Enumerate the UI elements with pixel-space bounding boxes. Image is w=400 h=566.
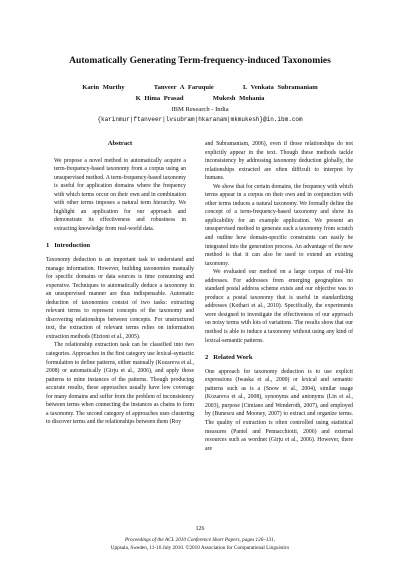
page-number: 126 xyxy=(195,526,205,532)
abstract-block xyxy=(54,157,186,234)
abstract-text: We propose a novel method to automatically acquire a term-frequency-based taxonomy from a corpus using an unsupervised method. A term-frequency-based taxonomy is useful for application domains where the frequency with which terms occur on their own and in combination with other terms imposes a natural term hierarchy. We highlight an application for our approach and demonstrate its effectiveness and robustness in extracting knowledge from real-world data. xyxy=(54,157,186,232)
author-line-1: Karin Murthy Tanveer A Faruquie L Venkata Subramaniam xyxy=(82,84,318,91)
section-heading-related-work: 2 Related Work xyxy=(205,354,253,362)
venue-footer: Uppsala, Sweden, 11-16 July 2010. ©2010 Association for Computational Linguistics xyxy=(110,545,290,551)
left-column xyxy=(46,140,194,427)
intro-paragraph-1: Taxonomy deduction is an important task to understand and manage information. However, building taxonomies manually for specific domains or data sources is time consuming and expensive. Techniques to automatically deduce a taxonomy in an unsupervised manner are thus indispensable. Automatic deduction of taxonomies consist of two tasks: extracting relevant terms to represent concepts of the taxonomy and discovering relationships between concepts. For unstructured text, the extraction of relevant terms relies on information extraction methods (Etzioni et al., 2005). xyxy=(46,257,194,340)
proceedings-footer: Proceedings of the ACL 2010 Conference Short Papers, pages 126–131, xyxy=(125,537,275,543)
intro-paragraph-5: We evaluated our method on a large corpus of real-life addresses. For addresses from emerging geographies no standard postal address scheme exists and our objective was to produce a postal taxonomy that is useful in standardizing addresses (Kothari et al., 2010). Specifically, the experiments were designed to investigate the effectiveness of our approach on noisy terms with lots of variations. The results show that our method is able to induce a taxonomy without using any kind of lexical-semantic patterns. xyxy=(205,269,353,344)
right-column xyxy=(205,140,353,453)
affiliation: IBM Research - India xyxy=(171,106,229,113)
section-heading-introduction: 1 Introduction xyxy=(46,242,91,250)
intro-paragraph-4: We show that for certain domains, the frequency with which terms appear in a corpus on their own and in conjunction with other terms induces a natural taxonomy. We formally define the concept of a term-frequency-based taxonomy and show its applicability for an example application. We present an unsupervised method to generate such a taxonomy from scratch and outline how domain-specific constraints can easily be integrated into the generation process. An advantage of the new method is that it can also be used to extend an existing taxonomy. xyxy=(205,183,353,267)
paper-title: Automatically Generating Term-frequency-induced Taxonomies xyxy=(69,55,331,66)
author-line-2: K Hima Prasad Mukesh Mohania xyxy=(135,95,265,102)
intro-paragraph-2: The relationship extraction task can be classified into two categories. Approaches in the first category use lexical-syntactic formulation to define patterns, either manually (Kozareva et al., 2008) or automatically (Girju et al., 2006), and apply those patterns to mine instances of the patterns. Though producing accurate results, these approaches usually have low coverage for many domains and suffer from the problem of inconsistency between terms when connecting the instances as chains to form a taxonomy. The second category of approaches uses clustering to discover terms and the relationships between them (Roy xyxy=(46,342,194,426)
abstract-heading: Abstract xyxy=(107,140,133,147)
intro-paragraph-3: and Subramaniam, 2006), even if those relationships do not explicitly appear in the text. Though these methods tackle inconsistency by addressing taxonomy deduction globally, the relationships extracted are often difficult to interpret by humans. xyxy=(205,141,353,182)
author-emails: {karinmur|ftanveer|lvsubram|hkaranam|mkmukesh}@in.ibm.com xyxy=(97,116,303,123)
related-work-paragraph-1: One approach for taxonomy deduction is to use explicit expressions (Iwaska et al., 2000) or lexical and semantic patterns such as is a (Snow et al., 2004), similar usage (Kozareva et al., 2008), synonyms and antonyms (Lin et al., 2003), purpose (Cimiano and Wenderoth, 2007), and employed by (Bunescu and Mooney, 2007) to extract and organize terms. The quality of extraction is often controlled using statistical measures (Pantel and Pennacchiotti, 2006) and external resources such as wordnet (Girju et al., 2006). However, there are xyxy=(205,368,353,452)
